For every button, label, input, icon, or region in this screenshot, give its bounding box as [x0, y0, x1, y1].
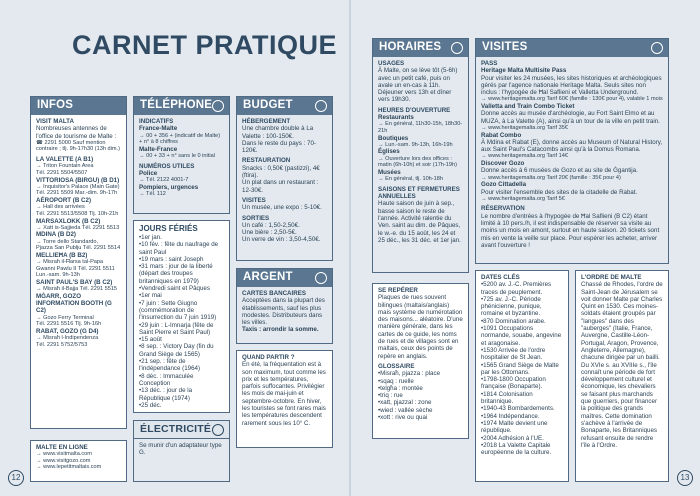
text-line: → Tél. 2122 4001-7: [139, 177, 189, 184]
list-item: •21 sep. : fête de l'indépendance (1964): [139, 358, 201, 373]
quand-partir-box: [236, 350, 333, 448]
dates-cles-header: DATES CLÉS: [481, 274, 520, 281]
text-line: → www.heritagemalta.org Tarif 20€ (famille : 35€ pour 4): [481, 174, 621, 181]
text-line: Haute saison de juin à sep., basse saison le reste de l'année. Activité ralentie du Ven. saint au dim. de Pâques, le w.-e. du 15 août, les 24 et 25 déc., les 31 déc. et 1er jan.: [378, 200, 461, 244]
list-item: •10 fév. : fête du naufrage de saint Paul: [139, 241, 219, 256]
electricite-box: [133, 420, 230, 482]
text-line: Pour visiter les 24 musées, les sites historiques et archéologiques gérés par l'agence nationale Heritage Malta. Seuls sites non inclus : l'hypogée de Ħal Saflieni et Valletta Underground.: [481, 74, 662, 97]
text-line: VITTORIOSA (BIRGU) (B D1): [36, 176, 120, 184]
list-item: •1798-1800 Occupation française (Bonaparte).: [481, 376, 546, 391]
horaires-box: [372, 38, 469, 273]
jours-feries-list: [139, 234, 224, 409]
list-item: •8 déc. : Immaculée Conception: [139, 372, 194, 387]
list-item: •870 Domination arabe.: [481, 317, 546, 325]
text-line: VISITES: [242, 196, 266, 204]
text-line: À Mdina et Rabat (E), donne accès au Museum of Natural History, aux Saint Paul's Catacombs ainsi qu'à la Domus Romana.: [481, 138, 663, 154]
list-item: •1091 Occupations normande, souabe, angevine et aragonaise.: [481, 325, 562, 347]
list-item: •1974 Malte devient une république.: [481, 419, 548, 435]
se-reperer-box: [372, 283, 469, 439]
text-line: → Misraħ il-Ħarsa tal-Papa: [36, 259, 104, 266]
text-line: → www.heritagemalta.org Tarif 35€: [481, 124, 568, 131]
ordre-header: L'ORDRE DE MALTE: [581, 274, 642, 281]
quand-partir-text: En été, la fréquentation est à son maximum, tout comme les prix et les températures, parfois suffocantes. Privilégier les mois de mai-juin et septembre-octobre. En hiver, les touristes se font rares mais les températures descendent rarement sous les 10° C.: [242, 361, 326, 427]
telephone-body: [134, 115, 229, 198]
text-line: Pompiers, urgences: [139, 183, 199, 191]
text-line: Heritage Malta Multisite Pass: [481, 67, 567, 75]
text-line: LA VALETTE (A B1): [36, 156, 94, 164]
infos-box: [30, 96, 127, 429]
glossaire-title: GLOSSAIRE: [378, 362, 415, 370]
page-number-right: 13: [677, 470, 693, 486]
page-title: CARNET PRATIQUE: [72, 30, 338, 60]
text-line: Boutiques: [378, 134, 409, 142]
text-line: Police: [139, 169, 158, 177]
text-line: France-Malte: [139, 125, 178, 133]
list-item: •1530 Arrivée de l'ordre hospitalier de St Jean.: [481, 346, 546, 362]
argent-header: ARGENT: [237, 269, 332, 287]
text-line: Snacks : 0,50€ (pastizzi), 4€ (ftira).: [242, 164, 320, 180]
text-line: → Gozo Ferry Terminal: [36, 314, 94, 321]
budget-box: [236, 96, 333, 261]
list-item: •1er jan.: [139, 234, 162, 241]
text-line: → Triton Fountain Area: [36, 163, 94, 170]
glossaire-list: [378, 370, 463, 421]
jours-feries-header: JOURS FÉRIÉS: [139, 224, 198, 233]
text-line: Tél. 2291 5752/5753: [36, 341, 88, 348]
list-item: •29 juin : L-Imnarja (fête de Saint Pierre et Saint Paul): [139, 321, 214, 336]
electricite-header: ÉLECTRICITÉ: [134, 421, 229, 439]
en-ligne-header: MALTE EN LIGNE: [36, 444, 88, 451]
en-ligne-link[interactable]: → www.lepetitmaltais.com: [36, 464, 102, 471]
text-line: Un musée, une expo : 5-10€.: [242, 204, 322, 212]
text-line: Le nombre d'entrées à l'hypogée de Ħal Saflieni (B C2) étant limité à 10 pers./h, il est indispensable de réserver sa visite au moins un mois en amont, surtout en haute saison. 20 tickets sont mis en vente la veille sur place. Pour espérer les acheter, arriver avant l'ouverture !: [481, 212, 660, 249]
ordre-box: [575, 270, 669, 482]
text-line: → www.heritagemalta.org Tarif 5€: [481, 195, 565, 202]
list-item: •triq : rue: [378, 392, 403, 400]
text-line: NUMÉROS UTILES: [139, 162, 195, 170]
clock-icon: [451, 42, 463, 54]
quand-partir-header: QUAND PARTIR ?: [242, 354, 295, 361]
dates-cles-list: [481, 281, 563, 456]
text-line: MELLIEĦA (B B2): [36, 251, 88, 259]
list-item: •Misraħ, pjazza : place: [378, 370, 441, 378]
text-line: MĠARR, GOZO INFORMATION BOOTH (G C2): [36, 292, 112, 315]
text-line: → Torre dello Standardo,: [36, 238, 99, 245]
text-line: CARTES BANCAIRES: [242, 290, 306, 297]
text-line: Une bière : 2,50-5€.: [242, 229, 297, 237]
ticket-icon: [651, 42, 663, 54]
text-line: Rabat Combo: [481, 131, 522, 139]
argent-box: [236, 268, 333, 344]
phone-icon: [212, 100, 224, 112]
text-line: RÉSERVATION: [481, 205, 525, 213]
text-line: Donne accès à 6 musées de Gozo et au site de Ġgantija.: [481, 167, 638, 175]
text-line: → 00 + 33 + n° sans le 0 initial: [139, 153, 215, 160]
text-line: → En général, 11h30-15h, 18h30-21h: [378, 121, 463, 134]
coin-icon: [315, 272, 327, 284]
jours-feries-box: [133, 220, 230, 413]
en-ligne-link[interactable]: → www.visitgozo.com: [36, 457, 91, 464]
text-line: Discover Gozo: [481, 160, 525, 168]
se-reperer-text: Plaques de rues souvent bilingues (maltais/anglais) mais système de numérotation des maisons... aléatoire. D'une manière générale, dans les cartes de ce guide, les noms de rues et de villages sont en maltais, ceux des points de repère en anglais.: [378, 294, 463, 360]
telephone-box: [133, 96, 230, 214]
list-item: •725 av. J.-C. Période phénicienne, punique, romaine et byzantine.: [481, 295, 542, 318]
plug-icon: [212, 424, 224, 436]
text-line: Un verre de vin : 3,50-4,50€.: [242, 236, 321, 244]
text-line: Pjazza San Publju Tél. 2291 5514: [36, 245, 121, 252]
list-item: •1814 Colonisation britannique.: [481, 390, 533, 406]
list-item: •13 déc. : jour de la République (1974): [139, 387, 193, 402]
text-line: VISIT MALTA: [36, 118, 74, 125]
list-item: •2004 Adhésion à l'UE.: [481, 434, 544, 442]
text-line: Un plat dans un restaurant : 12-30€.: [242, 179, 319, 194]
list-item: •wied : vallée sèche: [378, 406, 433, 414]
text-line: Une chambre double à La Valette : 100-150€.: [242, 125, 314, 140]
text-line: Lun.-sam. 9h-13h: [36, 272, 80, 279]
text-line: Églises: [378, 148, 400, 156]
text-line: SORTIES: [242, 214, 270, 222]
list-item: •telgħa : montée: [378, 384, 423, 392]
text-line: → Hall des arrivées: [36, 204, 85, 211]
text-line: → Tél. 112: [139, 191, 166, 198]
text-line: Tél. 2291 5504/5507: [36, 169, 88, 176]
list-item: •15 août: [139, 336, 162, 344]
text-line: → Xatt is-Sajjieda Tél. 2291 5513: [36, 224, 120, 231]
wallet-icon: [315, 100, 327, 112]
text-line: PASS: [481, 60, 498, 67]
text-line: Restaurants: [378, 114, 414, 122]
text-line: HEURES D'OUVERTURE: [378, 106, 451, 114]
text-line: Gwanni Pawlu II Tél. 2291 5511: [36, 265, 115, 272]
text-line: MDINA (B D2): [36, 231, 76, 239]
text-line: Taxis : arrondir la somme.: [242, 326, 319, 334]
horaires-body: [373, 57, 468, 244]
text-line: Un café : 1,50-2,50€.: [242, 221, 300, 229]
text-line: → En général, tlj. 10h-18h: [378, 176, 443, 183]
text-line: USAGES: [378, 60, 405, 67]
dates-cles-box: [475, 270, 569, 482]
text-line: HÉBERGEMENT: [242, 118, 291, 125]
text-line: Tél. 2291 5513/5508 Tlj. 10h-21h: [36, 210, 119, 217]
list-item: •Vendredi saint et Pâques: [139, 285, 210, 293]
list-item: •1964 Indépendance.: [481, 412, 540, 420]
text-line: Acceptées dans la plupart des établissements, sauf les plus modestes. Distributeurs dans les villes.: [242, 297, 325, 327]
list-item: •1565 Grand Siège de Malte par les Ottomans.: [481, 361, 559, 376]
text-line: → www.heritagemalta.org Tarif 60€ (famille : 130€ pour 4), valable 1 mois: [481, 96, 663, 103]
list-item: •xott : rive ou quai: [378, 414, 428, 422]
text-line: Dans le reste du pays : 70-120€.: [242, 139, 316, 155]
text-line: Valletta and Train Combo Ticket: [481, 103, 575, 111]
text-line: RESTAURATION: [242, 157, 291, 165]
text-line: INDICATIFS: [139, 118, 174, 125]
visites-header: VISITES: [476, 39, 668, 57]
en-ligne-link[interactable]: → www.visitmalta.com: [36, 451, 92, 458]
text-line: À Malte, on se lève tôt (5-6h) avec un petit café, puis on avale un en-cas à 11h. Déjeuner vers 13h et dîner vers 19h30.: [378, 67, 458, 104]
horaires-header: HORAIRES: [373, 39, 468, 57]
text-line: → Misraħ il-Bajja Tél. 2291 5515: [36, 286, 118, 293]
text-line: SAISONS ET FERMETURES ANNUELLES: [378, 185, 460, 201]
list-item: •31 mars : jour de la liberté (départ des troupes britanniques en 1979): [139, 263, 213, 285]
text-line: → Inquisitor's Palace (Main Gate): [36, 183, 120, 190]
text-line: AÉROPORT (B C2): [36, 197, 92, 205]
argent-body: [237, 287, 332, 334]
text-line: RABAT, GOZO (G D4): [36, 327, 99, 335]
text-line: → www.heritagemalta.org Tarif 14€: [481, 153, 568, 160]
text-line: → Ouverture lors des offices : matin (6h-10h) et soir (17h-19h): [378, 155, 457, 169]
infos-body: [31, 115, 126, 348]
list-item: •5200 av. J.-C. Premières traces de peuplement.: [481, 281, 552, 296]
text-line: Gozo Cittadella: [481, 181, 527, 189]
list-item: •7 juin : Sette Giugno (commémoration de l'insurrection du 7 juin 1919): [139, 299, 217, 322]
text-line: ☎ 2291 5000 Sauf mention contraire ; tlj. 9h-17h30 (13h dim.): [36, 139, 120, 153]
budget-header: BUDGET: [237, 97, 332, 115]
text-line: → Lun.-sam. 9h-13h, 16h-19h: [378, 141, 453, 148]
list-item: •xatt, pjazzal : zone: [378, 399, 432, 407]
text-line: Nombreuses antennes de l'office de tourisme de Malte :: [36, 125, 117, 140]
text-line: Malte-France: [139, 145, 178, 153]
text-line: MARSAXLOKK (B C2): [36, 217, 101, 225]
list-item: •25 déc.: [139, 401, 162, 409]
text-line: → Misraħ l-Indipendenza: [36, 335, 99, 342]
visites-box: [475, 38, 669, 264]
en-ligne-box: [30, 440, 127, 482]
visites-body: [476, 57, 668, 249]
telephone-header: TÉLÉPHONE: [134, 97, 229, 115]
budget-body: [237, 115, 332, 244]
text-line: SAINT PAUL'S BAY (B C2): [36, 278, 113, 286]
text-line: Tél. 2291 5516 Tlj. 9h-16h: [36, 321, 102, 328]
list-item: •8 sep. : Victory Day (fin du Grand Siège de 1565): [139, 343, 214, 358]
text-line: Tél. 2291 5509 Mar.-dim. 9h-17h: [36, 190, 118, 197]
ordre-text: Chassé de Rhodes, l'ordre de Saint-Jean de Jérusalem se voit donner Malte par Charles Quint en 1530. Ces moines-soldats étaient groupés par "langues" dans des "auberges" (Italie, France, Auvergne, Castille-Léon-Portugal, Aragon, Provence, Angleterre, Allemagne), chacune dirigée par un bailli. Du XVIe s. au XVIIIe s., l'île connaît une période de fort développement culturel et économique, les chevaliers se faisant plus marchands que guerriers, pour financer la politique des grands maîtres. Cette domination s'achève à l'arrivée de Bonaparte, les Britanniques refusant ensuite de rendre l'île à l'Ordre.: [581, 281, 663, 449]
list-item: •1er mai: [139, 292, 162, 300]
infos-header: INFOS: [31, 97, 126, 115]
se-reperer-header: SE REPÉRER: [378, 287, 418, 294]
text-line: Pour visiter l'ensemble des sites de la citadelle de Rabat.: [481, 188, 638, 196]
list-item: •1940-43 Bombardements.: [481, 405, 555, 413]
list-item: •sqaq : ruelle: [378, 377, 414, 385]
list-item: •19 mars : saint Joseph: [139, 255, 204, 263]
list-item: •2018 La Valette Capitale européenne de la culture.: [481, 441, 552, 457]
text-line: Musées: [378, 168, 401, 176]
page-number-left: 12: [8, 470, 24, 486]
text-line: Donne accès au musée d'archéologie, au Fort Saint Elmo et au MUZA, à La Valette (A), ainsi qu'à un tour de la ville en petit train.: [481, 110, 660, 125]
electricite-text: Se munir d'un adaptateur type G.: [139, 442, 222, 457]
text-line: → 00 + 356 + (indicatif de Malte) + n° à 8 chiffres: [139, 132, 221, 146]
